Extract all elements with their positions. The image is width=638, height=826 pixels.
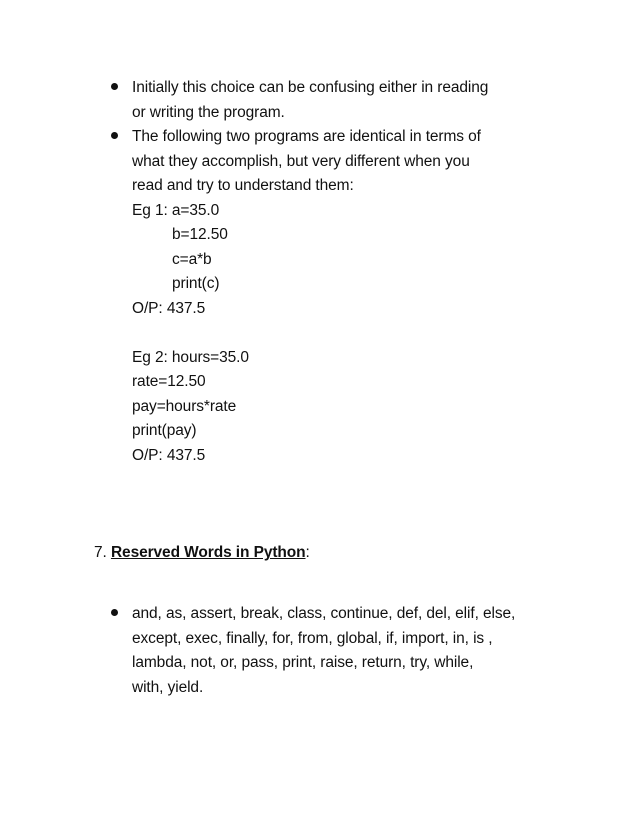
section-title: Reserved Words in Python <box>110 544 306 561</box>
bullet-item-reserved-words <box>132 602 572 700</box>
example-2-code-line: rate=12.50 <box>132 373 206 390</box>
bullet-item-programs <box>132 125 572 468</box>
bullet-icon <box>111 132 118 139</box>
example-2 <box>132 346 572 469</box>
example-2-code-line: Eg 2: hours=35.0 <box>132 348 249 366</box>
bullet-line: what they accomplish, but very different when you <box>132 152 470 170</box>
bullet-line: Initially this choice can be confusing either in reading <box>132 79 489 96</box>
example-2-code-line: pay=hours*rate <box>132 397 237 415</box>
bullet-line: read and try to understand them: <box>132 177 354 194</box>
bullet-item-initially <box>132 76 572 125</box>
section-heading <box>94 541 310 565</box>
example-1-code-line: b=12.50 <box>172 226 228 243</box>
example-2-code-line: print(pay) <box>132 422 197 439</box>
section-suffix: : <box>305 544 310 561</box>
example-1-label: Eg 1: a=35.0 <box>132 201 220 219</box>
example-2-output: O/P: 437.5 <box>132 446 206 464</box>
bullet-icon <box>111 609 118 616</box>
example-1-code-line: c=a*b <box>172 250 212 268</box>
blank-spacer <box>132 321 572 346</box>
bullet-icon <box>111 83 118 90</box>
example-1-output: O/P: 437.5 <box>132 299 206 317</box>
example-1-code-line: print(c) <box>172 275 220 292</box>
reserved-words-line: lambda, not, or, pass, print, raise, return, try, while, <box>132 654 474 671</box>
section-number: 7. <box>94 544 107 561</box>
bullet-line: The following two programs are identical in terms of <box>132 128 481 145</box>
bullet-line: or writing the program. <box>132 103 285 121</box>
reserved-words-line: except, exec, finally, for, from, global, if, import, in, is , <box>132 629 493 647</box>
reserved-words-line: with, yield. <box>132 678 204 696</box>
reserved-words-line: and, as, assert, break, class, continue, def, del, elif, else, <box>132 605 516 622</box>
example-1 <box>132 199 572 322</box>
